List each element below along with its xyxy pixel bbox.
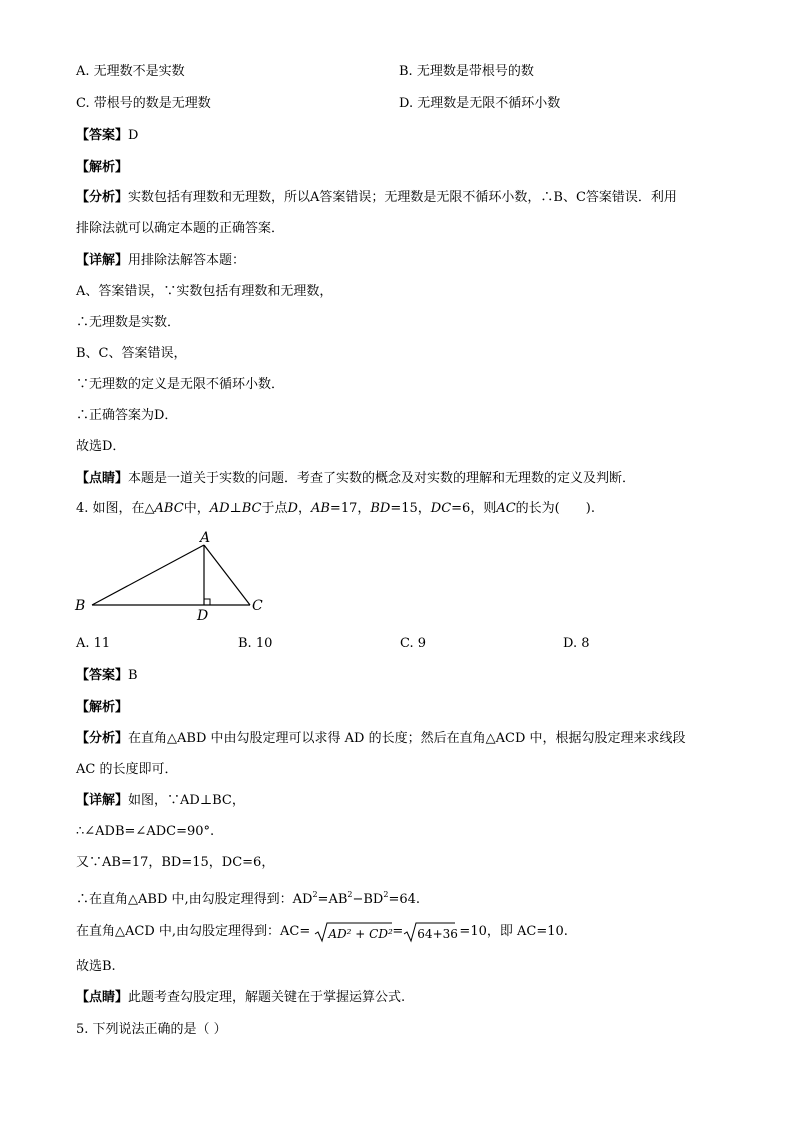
q4-choose [76,957,116,977]
fenxi-tag: 【 分析 】 [76,190,128,205]
detail-line: B、C、答案错误， [76,346,187,361]
comment-text: 本题是一道关于实数的问题．考查了实数的概念及对实数的理解和无理数的定义及判断． [128,471,636,486]
q3-option-b-text: B. 无理数是带根号的数 [399,64,534,79]
triangle-figure [72,528,272,623]
q4-detail-line [76,853,274,873]
label-b: B [75,598,86,614]
q4-option-a-text: A. 11 [76,636,111,651]
q4-detail-line [76,822,214,842]
label-d: D [197,608,209,623]
detail-line: ∵无理数的定义是无限不循环小数． [76,377,285,392]
q3-fenxi [76,188,677,208]
q4-option-c[interactable] [400,636,426,651]
fenxi-line-2: 排除法就可以确定本题的正确答案． [76,221,285,236]
q4-analysis-heading [76,698,128,718]
stem-text: =15， [390,501,431,516]
fenxi-line-1: 在直角△ABD 中由勾股定理可以求得 AD 的长度；然后在直角△ACD 中，根据勾股定理来求线段 [128,731,686,746]
comment-tag: 【 点睛 】 [76,471,128,486]
q4-option-c-text: C. 9 [400,636,427,651]
q4-stem [76,499,595,519]
superscript: 2 [347,890,353,899]
q3-option-d[interactable] [399,94,560,114]
answer-tag: 【 答案 】 [76,128,128,143]
superscript: 2 [312,890,318,899]
q4-option-d-text: D. 8 [563,636,590,651]
answer-value: B [128,668,138,683]
q4-detail-line [76,885,420,905]
stem-text: ， [297,501,311,516]
q3-option-d-text: D. 无理数是无限不循环小数 [399,96,561,111]
formula-text: = [392,924,404,939]
detail-line: 如图，∵AD⊥BC， [128,793,245,808]
stem-text: 于点 [261,501,288,516]
stem-var: AD [209,501,230,516]
stem-var: ABC [154,501,184,516]
stem-text: =17， [329,501,371,516]
comment-tag: 【 点睛 】 [76,990,128,1005]
answer-tag: 【 答案 】 [76,668,128,683]
stem-text: =6，则 [451,501,497,516]
stem-text: 中， [183,501,210,516]
label-c: C [252,598,263,614]
q3-detail-line [76,406,177,426]
radical-sign-icon [314,921,392,943]
q3-detail [76,251,245,271]
radical-sign-icon [403,921,455,943]
q3-option-c[interactable] [76,94,211,114]
stem-var: AB [310,501,330,516]
superscript: 2 [383,890,389,899]
fenxi-line-2: AC 的长度即可． [76,762,178,777]
sqrt-expression [403,921,458,943]
q3-fenxi-cont [76,219,284,239]
q3-option-c-text: C. 带根号的数是无理数 [76,96,211,111]
label-a: A [200,530,211,546]
q3-option-b[interactable] [399,62,534,82]
q3-detail-line [76,282,332,302]
stem-text: 的长为( ). [515,501,595,516]
detail-tag: 【 详解 】 [76,793,128,808]
q4-option-b-text: B. 10 [238,636,273,651]
detail-line: 故选B. [76,959,116,974]
detail-line: −BD [352,892,384,907]
detail-line: ∴无理数是实数． [76,315,181,330]
detail-line: 又∵AB=17，BD=15，DC=6， [76,855,275,870]
detail-line: =64. [388,892,421,907]
detail-line: ∴在直角△ABD 中,由勾股定理得到：AD [76,892,313,907]
q4-comment [76,988,405,1008]
stem-text: 5. 下列说法正确的是（ ） [76,1022,227,1037]
radicand: AD² + CD² [328,926,393,941]
fenxi-tag: 【 分析 】 [76,731,128,746]
detail-line: =AB [317,892,348,907]
fenxi-line-1: 实数包括有理数和无理数，所以A答案错误；无理数是无限不循环小数，∴B、C答案错误．利用 [128,190,677,205]
analysis-tag: 【 解析 】 [76,700,128,715]
q4-formula-line [76,918,568,946]
q3-detail-line [76,313,180,333]
detail-tag: 【 详解 】 [76,253,128,268]
segment-ac [204,545,250,605]
detail-intro: 用排除法解答本题： [128,253,246,268]
q3-option-a-text: A. 无理数不是实数 [76,64,185,79]
q3-detail-line [76,344,187,364]
stem-var: DC [430,501,452,516]
q3-detail-line [76,375,284,395]
segment-ab [92,545,204,605]
formula-text: 在直角△ACD 中,由勾股定理得到：AC= [76,924,311,939]
analysis-tag: 【 解析 】 [76,160,128,175]
detail-line: 故选D． [76,439,126,454]
right-angle-mark [204,599,210,605]
sqrt-expression [314,921,392,943]
q3-option-a[interactable] [76,62,185,82]
q3-analysis-heading [76,158,128,178]
q4-fenxi [76,729,686,749]
radicand: 64+36 [417,926,458,941]
q3-detail-line [76,437,125,457]
stem-var: BD [370,501,391,516]
detail-line: ∴正确答案为D． [76,408,178,423]
q4-fenxi-cont [76,760,177,780]
q4-option-a[interactable] [76,636,110,651]
stem-text: 4. 如图，在△ [76,501,155,516]
stem-var: D [287,501,298,516]
stem-var: BC [241,501,262,516]
q3-answer [76,126,138,146]
detail-line: ∴∠ADB=∠ADC=90°. [76,824,215,839]
q4-answer [76,666,138,686]
stem-var: AC [496,501,516,516]
q3-comment [76,469,635,489]
answer-value: D [128,128,139,143]
formula-text: =10，即 AC=10. [455,924,568,939]
q4-detail [76,791,245,811]
detail-line: A、答案错误，∵实数包括有理数和无理数， [76,284,333,299]
perp-symbol: ⊥ [229,501,242,516]
q4-option-b[interactable] [238,636,272,651]
comment-text: 此题考查勾股定理，解题关键在于掌握运算公式. [128,990,406,1005]
q4-option-d[interactable] [563,636,590,651]
q5-stem [76,1020,227,1040]
